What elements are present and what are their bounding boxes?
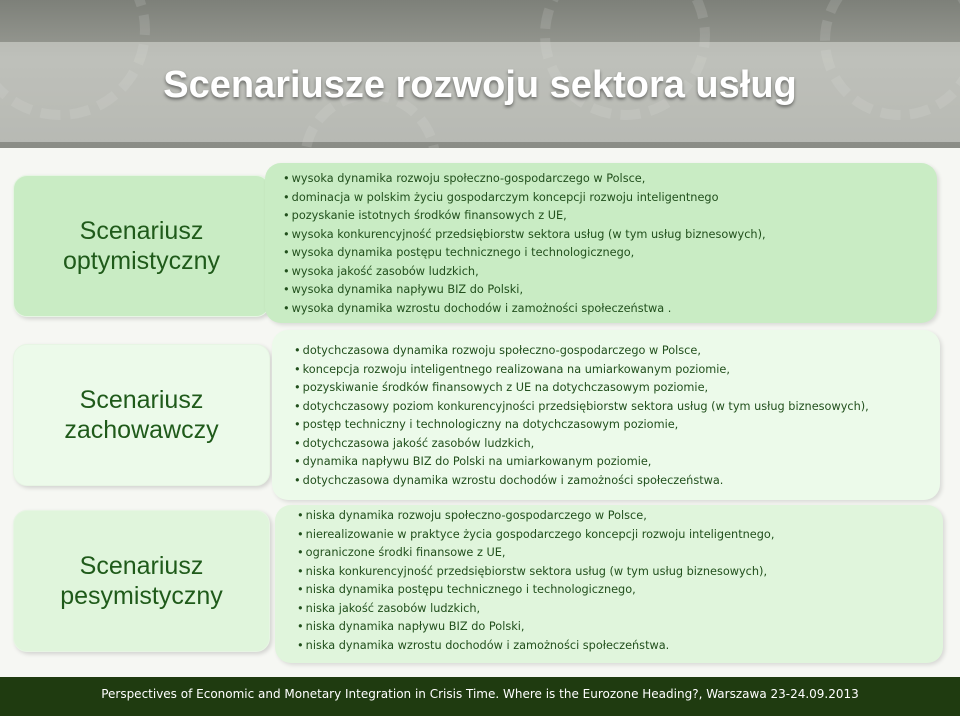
list-item: • wysoka jakość zasobów ludzkich, bbox=[283, 263, 766, 282]
list-item: • dominacja w polskim życiu gospodarczym koncepcji rozwoju inteligentnego bbox=[283, 189, 766, 208]
list-item: • niska dynamika napływu BIZ do Polski, bbox=[297, 618, 774, 637]
list-item: • pozyskanie istotnych środków finansowych z UE, bbox=[283, 207, 766, 226]
list-item: • wysoka dynamika napływu BIZ do Polski, bbox=[283, 281, 766, 300]
scenario-label-text: Scenariusz pesymistyczny bbox=[60, 552, 223, 610]
footer-text: Perspectives of Economic and Monetary Integration in Crisis Time. Where is the Eurozone Heading?, Warszawa 23-24.09.2013 bbox=[101, 687, 859, 701]
scenario-list bbox=[294, 342, 869, 490]
list-item: • wysoka dynamika postępu technicznego i technologicznego, bbox=[283, 244, 766, 263]
scenario-label-text: Scenariusz zachowawczy bbox=[64, 386, 219, 444]
scenario-label-optimistic bbox=[13, 175, 270, 317]
list-item: • postęp techniczny i technologiczny na dotychczasowym poziomie, bbox=[294, 416, 869, 435]
list-item: • pozyskiwanie środków finansowych z UE na dotychczasowym poziomie, bbox=[294, 379, 869, 398]
list-item: • wysoka konkurencyjność przedsiębiorstw sektora usług (w tym usług biznesowych), bbox=[283, 226, 766, 245]
list-item: • dotychczasowy poziom konkurencyjności przedsiębiorstw sektora usług (w tym usług biznesowych), bbox=[294, 398, 869, 417]
list-item: • nierealizowanie w praktyce życia gospodarczego koncepcji rozwoju inteligentnego, bbox=[297, 526, 774, 545]
scenario-list bbox=[283, 170, 766, 318]
scenario-content-optimistic bbox=[265, 163, 937, 323]
page-title: Scenariusze rozwoju sektora usług bbox=[163, 64, 797, 106]
list-item: • dynamika napływu BIZ do Polski na umiarkowanym poziomie, bbox=[294, 453, 869, 472]
list-item: • dotychczasowa dynamika rozwoju społeczno-gospodarczego w Polsce, bbox=[294, 342, 869, 361]
scenario-content-conservative bbox=[272, 330, 940, 500]
list-item: • niska dynamika rozwoju społeczno-gospodarczego w Polsce, bbox=[297, 507, 774, 526]
list-item: • niska konkurencyjność przedsiębiorstw sektora usług (w tym usług biznesowych), bbox=[297, 563, 774, 582]
list-item: • ograniczone środki finansowe z UE, bbox=[297, 544, 774, 563]
list-item: • dotychczasowa jakość zasobów ludzkich, bbox=[294, 435, 869, 454]
list-item: • niska dynamika wzrostu dochodów i zamożności społeczeństwa. bbox=[297, 637, 774, 656]
list-item: • niska jakość zasobów ludzkich, bbox=[297, 600, 774, 619]
list-item: • wysoka dynamika wzrostu dochodów i zamożności społeczeństwa . bbox=[283, 300, 766, 319]
scenario-label-pessimistic bbox=[13, 510, 270, 652]
scenario-label-text: Scenariusz optymistyczny bbox=[63, 217, 220, 275]
header-banner bbox=[0, 0, 960, 148]
list-item: • wysoka dynamika rozwoju społeczno-gospodarczego w Polsce, bbox=[283, 170, 766, 189]
footer-bar bbox=[0, 677, 960, 716]
list-item: • koncepcja rozwoju inteligentnego realizowana na umiarkowanym poziomie, bbox=[294, 361, 869, 380]
scenario-label-conservative bbox=[13, 344, 270, 486]
scenario-list bbox=[297, 507, 774, 655]
list-item: • dotychczasowa dynamika wzrostu dochodów i zamożności społeczeństwa. bbox=[294, 472, 869, 491]
list-item: • niska dynamika postępu technicznego i technologicznego, bbox=[297, 581, 774, 600]
scenario-content-pessimistic bbox=[275, 505, 943, 663]
